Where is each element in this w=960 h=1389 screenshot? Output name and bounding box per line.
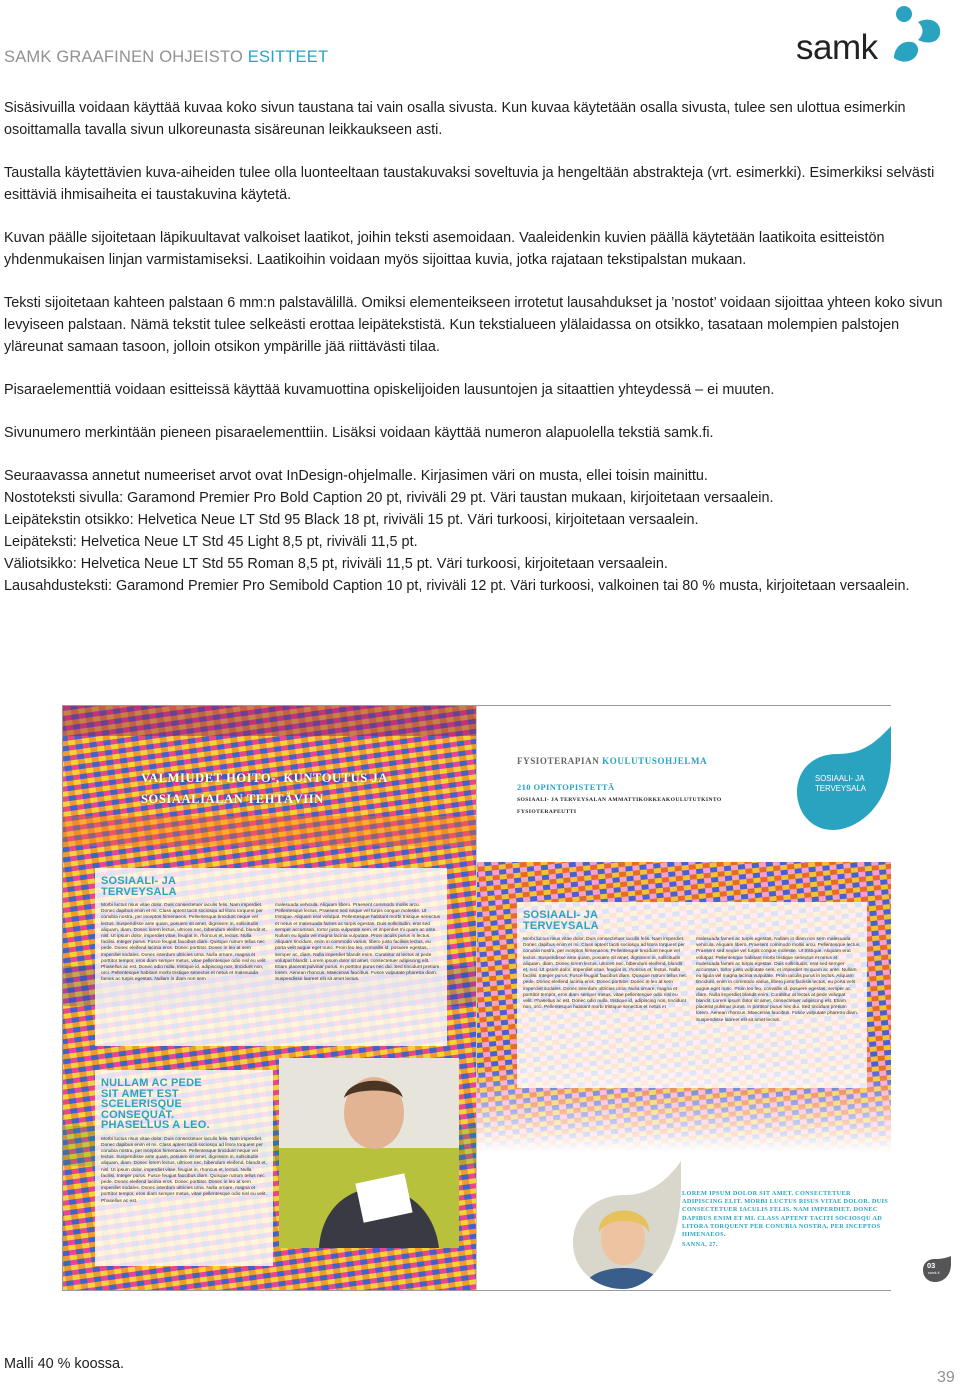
droplet-label [815,774,866,794]
heading-line: SIT AMET EST [101,1087,179,1100]
credits: 210 OPINTOPISTETTÄ [517,782,615,792]
page-number: 39 [937,1369,955,1386]
cover-headline-line: VALMIUDET HOITO-, KUNTOUTUS JA [141,771,388,785]
cover-headline-line: SOSIAALIALAN TEHTÄVIIN [141,792,324,806]
quote-author: SANNA, 27. [682,1241,718,1248]
body-text [4,97,949,597]
spread-page-url: samk.fi [928,1271,940,1275]
spec-line: Nostoteksti sivulla: Garamond Premier Pro Bold Caption 20 pt, riviväli 29 pt. Väri taustan mukaan, kirjoitetaan versaalein. [4,490,774,506]
brochure-spread-example [62,705,940,1291]
text-box-heading [523,910,861,931]
heading-line: TERVEYSALA [523,919,599,932]
paragraph: Teksti sijoitetaan kahteen palstaan 6 mm:n palstavälillä. Omiksi elementeikseen irrotetut lausahdukset ja ’nostot’ voidaan sijoittaa yhteen koko sivun levyiseen palstaan. Nämä tekstit tulee selkeästi erottaa leipätekstistä. Kun tekstialueen ylälaidassa on otsikko, tasataan molempien palstojen yläreunat samaan tasoon, jolloin otsikon ympärille jää riittävästi tilaa. [4,295,943,355]
paragraph: Pisaraelementtiä voidaan esitteissä käyttää kuvamuottina opiskelijoiden lausuntojen ja sitaattien yhteydessä – ei muuten. [4,382,775,398]
logo-wordmark: samk [796,28,878,67]
student-photo-woman [573,1161,681,1289]
program-title-main: FYSIOTERAPIAN [517,756,600,766]
heading-line: NULLAM AC PEDE [101,1077,202,1089]
degree: SOSIAALI- JA TERVEYSALAN AMMATTIKORKEAKOULUTUTKINTO [517,797,722,803]
text-box-heading [101,1078,267,1131]
paragraph: Sivunumero merkintään pieneen pisaraelementtiin. Lisäksi voidaan käyttää numeron alapuolella tekstiä samk.fi. [4,425,714,441]
text-column: Morbi luctus risus vitae dolor. Duis consectetuer iaculis felis. Nam imperdiet. Donec dapibus enim et mi. Class aptent taciti sociosqu ad litora torquent per conubia nostra, per inceptos himenaeos. Pellentesque tincidunt neque vel lectus. Suspendisse ante quam, posuere sit amet, dignissim in, sollicitudin aliquam, diam. Donec lorem lectus, ultrices nec, bibendum eleifend, blandit et, nisl. Ut ipsum dolor, imperdiet vitae, feugiat in, rhoncus et, lectus. Nulla facilisi. Integer purus. Fusce feugiat faucibus diam. Quisque rutrum tellus nec pede. Donec eleifend lacinia eros. Donec porttitor. Donec in leo at sem imperdiet sodales. Donec interdum ultricies urna. Nulla ornare, magna et porttitor tempor, eros diam semper metus, vitae pellentesque odio nisl eu velit. Phasellus ac est. Donec odio nulla, tristique id, adipiscing non, tincidunt non, orci. Pellentesque habitant morbi tristique senectus et netus et malesuada fames ac turpis egestas. Nullam in diam non sem [101,903,267,983]
spec-line: Väliotsikko: Helvetica Neue LT Std 55 Roman 8,5 pt, riviväli 11,5 pt. Väri turkoosi, kirjoitetaan versaalein. [4,556,668,572]
samk-logo [796,0,946,72]
droplet-logo-icon [888,0,944,66]
spec-line: Lausahdusteksti: Garamond Premier Pro Semibold Caption 10 pt, riviväli 12 pt. Väri turkoosi, valkoinen tai 80 % musta, kirjoitetaan versaalein. [4,578,910,594]
text-box [95,1070,273,1266]
heading-line: SCELERISQUE [101,1098,183,1110]
quote-text: LOREM IPSUM DOLOR SIT AMET, CONSECTETUER ADIPISCING ELIT. MORBI LUCTUS RISUS VITAE DOLOR. DUIS CONSECTETUER IACULIS FELIS. NAM IMPERDIET. DONEC DAPIBUS ENIM ET MI. CLASS APTENT TACITI SOCIOSQU AD LITORA TORQUENT PER CONUBIA NOSTRA, PER INCEPTOS HIMENAEOS. [682,1190,889,1239]
text-column: Morbi luctus risus vitae dolor. Duis consectetuer iaculis felis. Nam imperdiet. Donec dapibus enim et mi. Class aptent taciti sociosqu ad litora torquent per conubia nostra, per inceptos himenaeos. Pellentesque tincidunt neque vel lectus. Suspendisse ante quam, posuere sit amet, dignissim in, sollicitudin aliquam, diam. Donec lorem lectus, ultrices nec, bibendum eleifend, blandit et, nisl. Ut ipsum dolor, imperdiet vitae, feugiat in, rhoncus et, lectus. Nulla facilisi. Integer purus. Fusce feugiat faucibus diam. Quisque rutrum tellus nec pede. Donec eleifend lacinia eros. Donec porttitor. Donec in leo at sem imperdiet sodales. Donec interdum ultricies urna. Nulla ornare, magna et porttitor tempor, eros diam semper metus, vitae pellentesque odio nisl eu velit. Phasellus ac est. Donec odio nulla, tristique id, adipiscing non, tincidunt non, orci. Pellentesque habitant morbi tristique senectus et netus et [523,937,687,1011]
heading-line: SOSIAALI- JA [101,875,177,887]
paragraph: Taustalla käytettävien kuva-aiheiden tulee olla luonteeltaan taustakuvaksi soveltuvia ja hengeltään abstrakteja (vrt. esimerkki). Esimerkiksi selvästi esittäviä ihmisaiheita ei taustakuvina käytetä. [4,165,935,203]
text-column: Morbi luctus risus vitae dolor. Duis consectetuer iaculis felis. Nam imperdiet. Donec dapibus enim et mi. Class aptent taciti sociosqu ad litora torquent per conubia nostra, per inceptos himenaeos. Pellentesque tincidunt neque vel lectus. Suspendisse ante quam, posuere sit amet, dignissim in, sollicitudin aliquam, diam. Donec lorem lectus, ultrices nec, bibendum eleifend, blandit et, nisl. Ut ipsum dolor, imperdiet vitae, feugiat in, rhoncus et, lectus. Nulla facilisi. Integer purus. Fusce feugiat faucibus diam. Quisque rutrum tellus nec pede. Donec eleifend lacinia eros. Donec porttitor. Donec in leo at sem imperdiet sodales. Donec interdum ultricies urna. Nulla ornare, magna et porttitor tempor, eros diam semper metus, vitae pellentesque odio nisl eu velit. Phasellus ac est. [101,1136,267,1204]
professional-title: FYSIOTERAPEUTTI [517,809,577,815]
program-title [517,756,707,766]
spread-page-number: 03 [927,1261,936,1270]
text-box [517,902,867,1088]
cover-headline [141,768,388,810]
student-photo-man [279,1058,459,1248]
spread-right-page [477,706,940,1290]
text-column: malesuada vehicula. Aliquam libero. Praesent commodo mollis arcu. Pellentesque lectus. Praesent sed neque vel turpis congue molestie. Ut tristique. Aliquam erat volutpat. Pellentesque habitant morbi tristique senectus et netus et malesuada fames ac turpis egestas. Duis sollicitudin, erat sed semper accumsan, tortor justo vulputate sem, et imperdiet mi quam ac ante. Nullam eu ligula vel magna lacinia vulputate. Proin iaculis purus in lectus. Aliquam tincidunt, enim in commodo varius, libero justo facilisis lectus, eu porta velit augue eget nunc. Proin leo leo, convallis id, posuere egestas, semper ac, diam. Nulla imperdiet blandit enim. Curabitur at lectus at pede volutpat blandit. Lorem ipsum dolor sit amet, consectetuer adipiscing elit. Etiam placerat pulvinar purus. In porttitor purus nec dui. Sed tincidunt pretium lorem. Aenean rhoncus. Maecenas faucibus. Fusce vulputate pharetra diam. Suspendisse laoreet elit sit amet lectus. [275,903,441,983]
spread-left-page [63,706,477,1290]
spec-line: Leipäteksti: Helvetica Neue LT Std 45 Light 8,5 pt, riviväli 11,5 pt. [4,534,418,550]
heading-line: SOSIAALI- JA [523,909,599,921]
paragraph: Kuvan päälle sijoitetaan läpikuultavat valkoiset laatikot, joihin teksti asemoidaan. Vaaleidenkin kuvien päällä käytetään laatikoita esitteistön yhdenmukaisen linjan varmistamiseksi. Laatikoihin voidaan myös sijoittaa kuvia, jotka rajataan tekstipalstan mukaan. [4,230,885,268]
header-title-section: ESITTEET [247,48,329,66]
droplet-label-line: TERVEYSALA [815,784,866,793]
heading-line: CONSEQUAT. [101,1108,175,1121]
text-box [95,868,447,1046]
heading-line: PHASELLUS A LEO. [101,1119,210,1131]
paragraph: Sisäsivuilla voidaan käyttää kuvaa koko sivun taustana tai vain osalla sivusta. Kun kuvaa käytetään osalla sivusta, tulee sen ulottua esimerkin osoittamalla tavalla sivun ulkoreunasta sisäreunan leikkaukseen asti. [4,100,906,138]
spec-line: Leipätekstin otsikko: Helvetica Neue LT Std 95 Black 18 pt, riviväli 15 pt. Väri turkoosi, kirjoitetaan versaalein. [4,512,699,528]
heading-line: TERVEYSALA [101,885,177,898]
droplet-label-line: SOSIAALI- JA [815,774,865,783]
spec-line: Seuraavassa annetut numeeriset arvot ovat InDesign-ohjelmalle. Kirjasimen väri on musta, ellei toisin mainittu. [4,468,708,484]
text-box-heading [101,876,441,897]
program-title-sub: KOULUTUSOHJELMA [602,756,708,766]
header-title [4,48,328,67]
header-title-main: SAMK GRAAFINEN OHJEISTO [4,48,243,66]
text-column: malesuada fames ac turpis egestas. Nullam in diam non sem malesuada vehicula. Aliquam libero. Praesent commodo mollis arcu. Pellentesque lectus. Praesent sed neque vel turpis congue molestie. Ut tristique. Aliquam erat volutpat. Pellentesque habitant morbi tristique senectus et netus et malesuada fames ac turpis egestas. Duis sollicitudin, erat sed semper accumsan, tortor justo vulputate sem, et imperdiet mi quam ac ante. Nullam eu ligula vel magna lacinia vulputate. Proin iaculis purus in lectus. Aliquam tincidunt, enim in commodo varius, libero justo facilisis lectus, eu porta velit augue eget nunc. Proin leo leo, convallis id, posuere egestas, semper ac, diam. Nulla imperdiet blandit enim. Curabitur at lectus at pede volutpat blandit. Lorem ipsum dolor sit amet, consectetuer adipiscing elit. Etiam placerat pulvinar purus. In porttitor purus nec dui. Sed tincidunt pretium lorem. Aenean rhoncus. Maecenas faucibus. Fusce vulputate pharetra diam. Suspendisse laoreet elit sit amet lectus. [696,937,861,1023]
image-caption: Malli 40 % koossa. [4,1356,124,1372]
